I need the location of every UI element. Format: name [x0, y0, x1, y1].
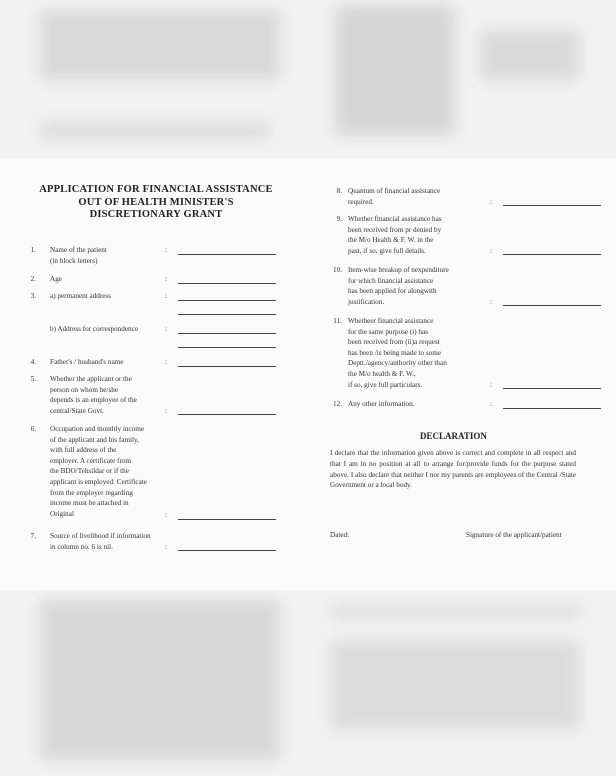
- blurred-region-top-left-2: [40, 120, 270, 140]
- colon: :: [165, 292, 167, 300]
- item-10-line-2: for which financial assistance: [348, 276, 434, 285]
- item-5-num: 5.: [30, 375, 36, 383]
- item-1-num: 1.: [30, 246, 36, 254]
- signature-label: Signature of the applicant/patient: [466, 531, 562, 539]
- dated-label: Dated:: [330, 531, 350, 539]
- item-5-line-3: depends is an employee of the: [50, 396, 137, 405]
- form-title: [36, 184, 276, 222]
- item-11-line-3: been received from (ii)a request: [348, 338, 440, 347]
- item-1-line-1: Name of the patient: [50, 246, 107, 254]
- item-9-num: 9.: [336, 215, 342, 223]
- colon: :: [165, 542, 167, 551]
- field-line-livelihood[interactable]: [178, 550, 276, 551]
- item-11-line-6: the M/o health & F. W.,: [348, 370, 416, 378]
- blurred-region-top-right-2: [480, 30, 580, 80]
- item-10-line-3: has been applied for alongwith: [348, 287, 437, 296]
- item-12-num: 12.: [333, 400, 342, 408]
- item-9-line-1: Whether financial assistance has: [348, 215, 442, 223]
- item-9-line-2: been received from pr denied by: [348, 225, 442, 234]
- item-8-line-2: required.: [348, 197, 374, 206]
- blurred-region-top-left: [40, 10, 280, 80]
- item-8-line-1: Quantum of financial assistance: [348, 187, 441, 195]
- field-line-permanent-address-2[interactable]: [178, 314, 276, 315]
- item-3a-line-1: a) permanent address: [50, 292, 112, 300]
- field-line-occupation-income[interactable]: [178, 519, 276, 520]
- blurred-region-bottom-right-2: [330, 640, 580, 730]
- item-7-line-2: in column no. 6 is nil.: [50, 542, 113, 551]
- blurred-region-bottom-left: [40, 600, 280, 760]
- declaration-text: I declare that the information given above is correct and complete in all respect and that I am in no position at all to arrange for/provide funds for the purpose stated above. I also declare that neither I nor my parents are employees of the Central /State Government or a local body.: [330, 449, 576, 490]
- item-11-line-2: for the same purpose (i) has: [348, 327, 429, 336]
- declaration-title: DECLARATION: [420, 431, 487, 441]
- field-line-expenditure-breakup[interactable]: [503, 305, 601, 306]
- item-11-line-7: if so, give full particulars.: [348, 380, 423, 389]
- field-line-age[interactable]: [178, 283, 276, 284]
- item-6-num: 6.: [30, 425, 36, 433]
- colon: :: [165, 325, 167, 333]
- item-9-line-3: the M/o Health & F. W. in the: [348, 236, 434, 245]
- item-10-num: 10.: [333, 266, 342, 274]
- item-10-line-4: justification.: [348, 297, 385, 306]
- field-line-other-assistance[interactable]: [503, 388, 601, 389]
- item-6-line-7: from the employer regarding: [50, 488, 133, 497]
- field-line-correspondence-address-2[interactable]: [178, 347, 276, 348]
- colon: :: [165, 275, 167, 283]
- item-6-line-6: applicant is employed. Certificate: [50, 478, 147, 486]
- field-line-quantum[interactable]: [503, 205, 601, 206]
- item-2-line-1: Age: [50, 275, 62, 283]
- colon: :: [165, 511, 167, 519]
- item-11-line-4: has been /is being made to some: [348, 348, 442, 357]
- item-6-line-9: Original: [50, 509, 74, 518]
- item-6-line-4: employer. A certificate from: [50, 456, 132, 465]
- field-line-permanent-address-1[interactable]: [178, 300, 276, 301]
- field-line-correspondence-address-1[interactable]: [178, 333, 276, 334]
- colon: :: [490, 246, 492, 255]
- item-6-line-2: of the applicant and his family,: [50, 435, 139, 444]
- item-2-num: 2.: [30, 275, 36, 283]
- item-6-line-5: the BDO/Tehsildar or if the: [50, 467, 129, 476]
- item-12-line-1: Any other information.: [348, 400, 415, 408]
- form-title-line-3: DISCRETIONARY GRANT: [89, 209, 223, 220]
- field-line-past-assistance[interactable]: [503, 254, 601, 255]
- colon: :: [165, 406, 167, 415]
- item-6-line-8: income must be attached in: [50, 499, 129, 508]
- item-6-line-1: Occupation and monthly income: [50, 425, 145, 433]
- application-form: [0, 158, 616, 590]
- item-5-line-1: Whether the applicant or the: [50, 375, 132, 383]
- colon: :: [490, 380, 492, 389]
- field-line-other-information[interactable]: [503, 408, 601, 409]
- item-1-line-2: (in block letters): [50, 256, 98, 265]
- item-10-line-1: Item-wise breakup of nexpenditure: [348, 266, 449, 274]
- colon: :: [490, 400, 492, 408]
- item-4-line-1: Father's / husband's name: [50, 358, 124, 366]
- item-4-num: 4.: [30, 358, 36, 366]
- form-title-line-1: APPLICATION FOR FINANCIAL ASSISTANCE: [39, 184, 273, 195]
- colon: :: [490, 297, 492, 306]
- item-3-num: 3.: [30, 292, 36, 300]
- colon: :: [165, 358, 167, 366]
- field-line-father-husband-name[interactable]: [178, 366, 276, 367]
- item-5-line-4: central/State Govt.: [50, 406, 104, 415]
- item-6-line-3: with full address of the: [50, 446, 117, 455]
- item-5-line-2: person on whom he/she: [50, 385, 119, 394]
- item-7-line-1: Source of livelihood if information: [50, 532, 151, 540]
- item-11-num: 11.: [333, 317, 342, 325]
- item-11-line-1: Whetheer financial assistance: [348, 317, 434, 325]
- item-7-num: 7.: [30, 532, 36, 540]
- item-11-line-5: Deptt./agency/authority other than: [348, 359, 447, 368]
- item-3b-line-1: b) Address for correspondence: [50, 325, 139, 333]
- item-9-line-4: past, if so, give full details.: [348, 246, 426, 255]
- blurred-region-top-right: [335, 5, 455, 135]
- item-8-num: 8.: [336, 187, 342, 195]
- field-line-name[interactable]: [178, 254, 276, 255]
- field-line-govt-employee[interactable]: [178, 414, 276, 415]
- colon: :: [165, 246, 167, 254]
- blurred-region-bottom-right: [330, 605, 580, 617]
- form-title-line-2: OUT OF HEALTH MINISTER'S: [78, 196, 234, 208]
- colon: :: [490, 197, 492, 206]
